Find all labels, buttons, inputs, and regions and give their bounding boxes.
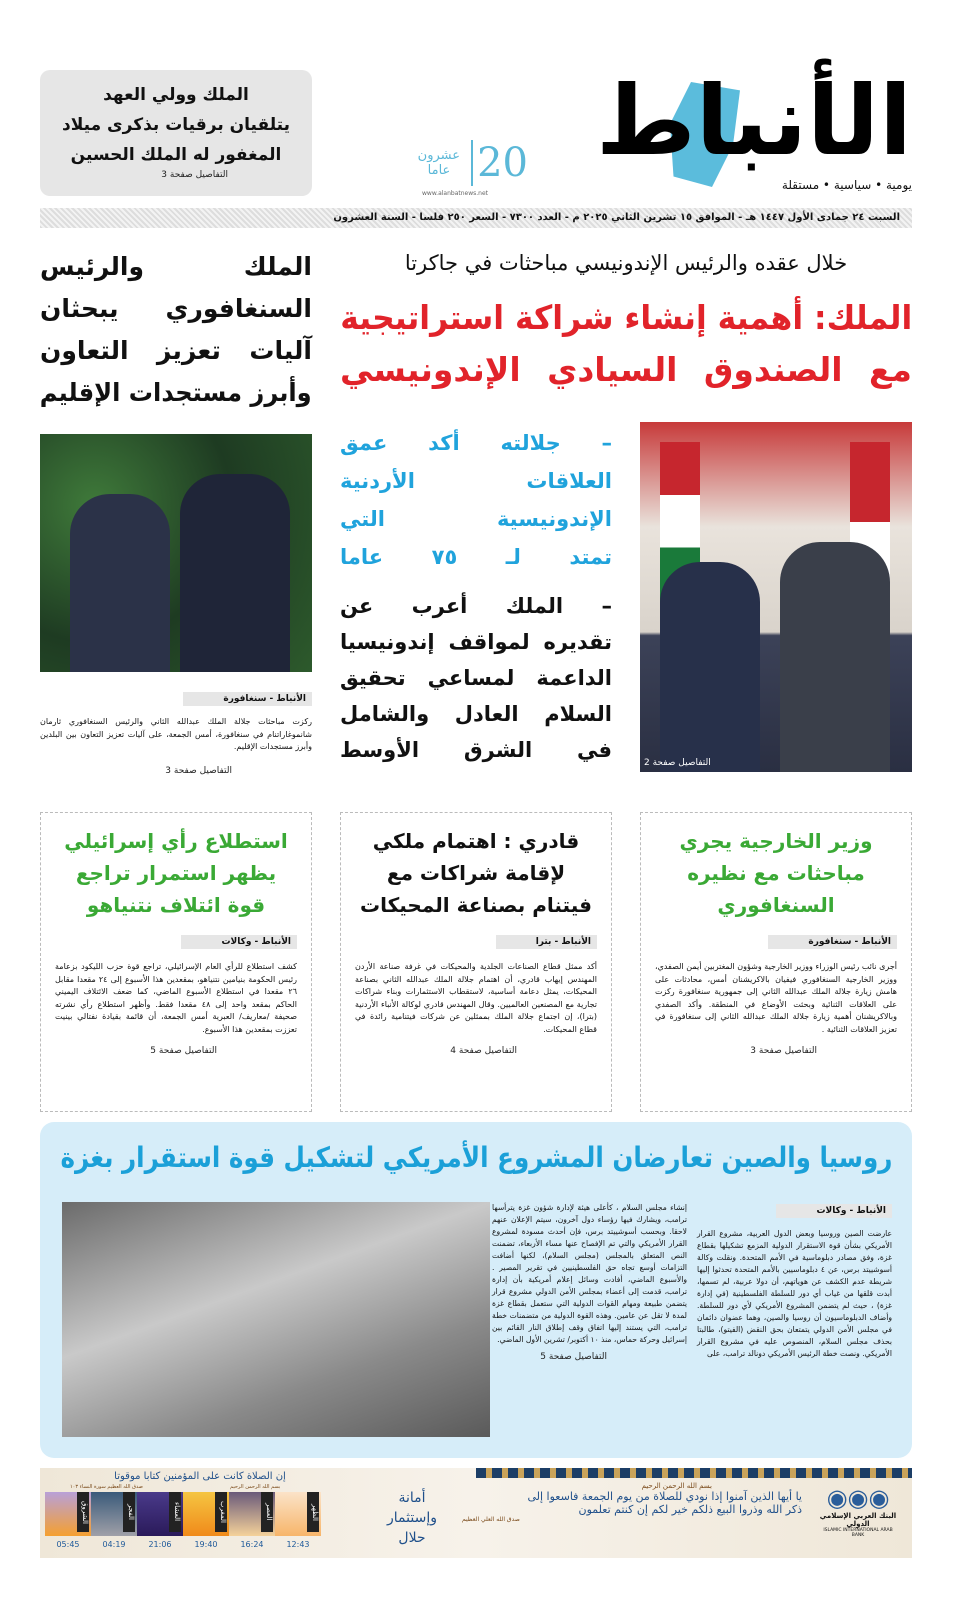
details-link[interactable]: التفاصيل صفحة 5 (540, 1352, 607, 1362)
basmala: بسم الله الرحمن الرحيم (641, 1482, 712, 1490)
prayer-name: العصر (261, 1492, 273, 1532)
details-link[interactable]: التفاصيل صفحة 5 (150, 1046, 217, 1056)
bank-name: البنك العربي الإسلامي الدولي (819, 1512, 897, 1528)
prayer-maghrib (183, 1492, 229, 1536)
prayer-name: المغرب (215, 1492, 227, 1532)
lead-photo (640, 422, 912, 772)
bullet-line: العلاقات الأردنية (340, 469, 612, 493)
story-box[interactable] (640, 812, 912, 1112)
prayer-basmala: بسم الله الرحمن الرحيم (230, 1484, 281, 1490)
headline-line: الملك والرئيس (40, 252, 312, 281)
verse-line: ذكر الله وذروا البيع ذلكم خير لكم إن كنتم تعلمون (578, 1503, 802, 1516)
gaza-photo (62, 1202, 490, 1437)
bullet-line: الداعمة لمساعي تحقيق (340, 666, 612, 690)
story-box[interactable] (40, 812, 312, 1112)
verse (462, 1482, 802, 1523)
top-teaser[interactable] (40, 70, 312, 196)
article-body: ركزت مباحثات جلالة الملك عبدالله الثاني والرئيس السنغافوري ثارمان شانموغاراتنام في سنغافورة، أمس الجمعة، على آليات تعزيز التعاون بين البلدين وأبرز مستجدات الإقليم. (40, 717, 312, 751)
person (660, 562, 760, 772)
anniversary-text: عشرون عاما (417, 148, 460, 178)
person (180, 474, 290, 672)
bullet-line: – جلالته أكد عمق (340, 431, 612, 455)
prayer-time: 05:45 (56, 1540, 80, 1549)
prayer-name: الشروق (77, 1492, 89, 1532)
lead-bullet-2 (340, 588, 612, 768)
verse-end: صدق الله العلي العظيم (462, 1516, 520, 1523)
gaza-col-1 (697, 1198, 892, 1360)
headline-line: وأبرز مستجدات الإقليم (40, 378, 312, 407)
gaza-headline-text: روسيا والصين تعارضان المشروع الأمريكي لتشكيل قوة استقرار بغزة (60, 1141, 892, 1174)
prayer-verse: إن الصلاة كانت على المؤمنين كتابا موقوتا (114, 1471, 286, 1482)
singapore-text (40, 686, 312, 776)
bullet-line: الإندونيسية التي (340, 507, 612, 531)
bullet-line: السلام العادل والشامل (340, 702, 612, 726)
details-link[interactable]: التفاصيل صفحة 2 (644, 758, 711, 768)
kicker-text: خلال عقده والرئيس الإندونيسي مباحثات في جاكرتا (404, 251, 848, 275)
details-link[interactable]: التفاصيل صفحة 4 (450, 1046, 517, 1056)
gaza-story[interactable] (40, 1122, 912, 1458)
source-tag: الأنباط - وكالات (181, 935, 297, 949)
person (70, 494, 170, 672)
source-tag: الأنباط - وكالات (776, 1204, 892, 1218)
bank-logo (818, 1484, 898, 1538)
date-bar: السبت ٢٤ جمادى الأول ١٤٤٧ هـ - الموافق ١٥ تشرين الثاني ٢٠٢٥ م - العدد ٧٣٠٠ - السعر ٢٥٠ فلسا - السنة العشرون (40, 208, 912, 228)
logo-text: الأنباط (596, 65, 912, 177)
bullet-line: تقديره لمواقف إندونيسيا (340, 630, 612, 654)
article-body: أجرى نائب رئيس الوزراء ووزير الخارجية وشؤون المغتربين أيمن الصفدي، ووزير الخارجية السنغافوري فيفيان بالاكريشنان أمس، محادثات على هامش زيارة جلالة الملك عبدالله الثاني إلى جمهورية سنغافورة ركزت على العلاقات الثنائية وبحثت الأوضاع في المنطقة. وأكد الصفدي وبالاكريشنان أهمية زيارة جلالة الملك عبدالله الثاني إلى سنغافورة في تعزيز العلاقات الثنائية . (655, 962, 897, 1034)
details-link[interactable]: التفاصيل صفحة 3 (165, 765, 232, 776)
singapore-headline[interactable] (40, 246, 312, 414)
details-link[interactable]: التفاصيل صفحة 3 (161, 170, 228, 180)
prayer-time: 21:06 (148, 1540, 172, 1549)
ornament (476, 1468, 912, 1478)
website: www.alanbatnews.net (422, 190, 489, 197)
tagline: يومية • سياسية • مستقلة (781, 178, 912, 192)
article-body: إنشاء مجلس السلام ، كأعلى هيئة لإدارة شؤون غزة يترأسها ترامب، ويشارك فيها رؤساء دول آخرون، سيتم الإعلان عنهم لاحقا. وبحسب أسوشييتد برس، فإن أحدث مسودة لمشروع القرار الأمريكي والتي تم الإفصاح عنها مساء الأربعاء، تضمنت النص المتعلق بالمجلس (مجلس السلام)، لكنها أضافت التزامات أوسع تجاه حق الفلسطينيين في تقرير المصير . والأسبوع الماضي، أفادت وسائل إعلام أمريكية بأن إدارة ترامب، قدمت إلى أعضاء بمجلس الأمن الدولي مشروع قرار يتضمن طبيعة ومهام القوات الدولية التي ستعمل بقطاع غزة لمدة لا تقل عن عامين. وهذه القوة الدولية من متضمنات خطة ترامب، التي يستند إليها اتفاق وقف إطلاق النار القائم بين إسرائيل وحركة حماس، منذ ١٠ أكتوبر/ تشرين الأول الماضي. (492, 1203, 687, 1344)
bank-emblem-icon: ◉◉◉ (826, 1484, 890, 1512)
source-tag: الأنباط - بترا (496, 935, 597, 949)
bullet-line: في الشرق الأوسط (340, 738, 612, 762)
box-headline: وزير الخارجية يجري مباحثات مع نظيره السنغافوري (679, 829, 873, 917)
ad-slogan: أمانة وإستثمار حلال (387, 1490, 437, 1546)
prayer-name: الظهر (307, 1492, 319, 1532)
anniversary-badge (418, 140, 528, 202)
bank-name-en: ISLAMIC INTERNATIONAL ARAB BANK (823, 1528, 893, 1538)
box-headline: استطلاع رأي إسرائيلي يظهر استمرار تراجع قوة ائتلاف نتنياهو (64, 829, 288, 917)
prayer-isha (137, 1492, 183, 1536)
bullet-line: تمتد لـ ٧٥ عاما (340, 545, 612, 569)
teaser-line: يتلقيان برقيات بذكرى ميلاد (62, 115, 290, 135)
bullet-line: – الملك أعرب عن (340, 594, 612, 618)
prayer-time: 12:43 (286, 1540, 310, 1549)
prayer-name: الفجر (123, 1492, 135, 1532)
singapore-photo (40, 434, 312, 672)
prayer-dhuhr (275, 1492, 321, 1536)
verse-line: يا أيها الذين آمنوا إذا نودي للصلاة من يوم الجمعة فاسعوا إلى (527, 1490, 802, 1503)
lead-bullet-1 (340, 424, 612, 576)
article-body: عارضت الصين وروسيا وبعض الدول العربية، مشروع القرار الأمريكي بشأن قوة الاستقرار الدولية المزمع تشكيلها بقطاع غزة، وفق مصادر دبلوماسية في الأمم المتحدة. ونقلت وكالة أسوشييتد برس، عن ٤ دبلوماسيين بالأمم المتحدة تحدثوا إليها شريطة عدم الكشف عن هوياتهم، أن دولا عربية، لم تسمها، أبدت قلقها من غياب أي دور للسلطة الفلسطينية (في إدارة غزة) ، حيث لم يتضمن المشروع الأمريكي لأي دور للسلطة. وأضاف الدبلوماسيون أن روسيا والصين، وهما عضوان دائمان في مجلس الأمن الدولي يتمتعان بحق النقض (الفيتو)، طالبتا بحذف مجلس السلام، المنصوص عليه في مشروع القرار الأمريكي. ونصت خطة الرئيس الأمريكي دونالد ترامب، على (697, 1229, 893, 1358)
lead-kicker (340, 248, 912, 278)
headline-line: مع الصندوق السيادي الإندونيسي (340, 350, 912, 389)
prayer-fajr (91, 1492, 137, 1536)
teaser-line: المغفور له الملك الحسين (70, 145, 282, 165)
teaser-line: الملك وولي العهد (103, 85, 249, 105)
source-tag: الأنباط - سنغافورة (768, 935, 897, 949)
headline-line: آليات تعزيز التعاون (40, 336, 312, 365)
article-body: أكد ممثل قطاع الصناعات الجلدية والمحيكات في غرفة صناعة الأردن المهندس إيهاب قادري، أن اهتمام جلالة الملك عبدالله الثاني بصناعة المحيكات، يمثل دعامة أساسية، لاستقطاب الاستثمارات وبناء شراكات تجارية مع المصنعين العالميين. وقال المهندس قادري لوكالة الأنباء الأردنية (بترا)، إن اجتماع جلالة الملك بممثلين عن شركات فيتنامية رائدة في قطاع المحيكات. (355, 962, 597, 1034)
bank-advertisement[interactable] (40, 1468, 912, 1558)
anniversary-number: 20 (471, 140, 528, 186)
masthead-logo (550, 62, 912, 192)
gaza-col-2 (492, 1202, 687, 1362)
details-link[interactable]: التفاصيل صفحة 3 (750, 1046, 817, 1056)
article-body: كشف استطلاع للرأي العام الإسرائيلي، تراجع قوة حزب الليكود بزعامة رئيس الحكومة بنيامين نتنياهو، بمقعدين هذا الأسبوع إلى ٢٤ مقعدا مقابل ٢٦ مقعدا في استطلاع الأسبوع الماضي، كما ضعف الائتلاف اليميني الحاكم بمقعد واحد إلى ٤٨ مقعدا فقط. وأظهر استطلاع رأي نشرته صحيفة /معاريف/ العبرية أمس الجمعة، أن قائمة بقيادة نفتالي بينيت تعززت بمقعدين هذا الأسبوع. (55, 962, 297, 1034)
box-headline: قادري : اهتمام ملكي لإقامة شراكات مع فيتنام بصناعة المحيكات (360, 829, 592, 917)
prayer-asr (229, 1492, 275, 1536)
source-tag: الأنباط - سنغافورة (183, 692, 312, 706)
person (780, 542, 890, 772)
headline-line: السنغافوري يبحثان (40, 294, 312, 323)
lead-headline[interactable] (340, 292, 912, 396)
prayer-time: 19:40 (194, 1540, 218, 1549)
prayer-time: 16:24 (240, 1540, 264, 1549)
headline-line: الملك: أهمية إنشاء شراكة استراتيجية (340, 298, 912, 337)
prayer-ref: صدق الله العظيم سورة النساء ١٠٣ (70, 1484, 143, 1490)
gaza-headline (60, 1138, 892, 1178)
prayer-time: 04:19 (102, 1540, 126, 1549)
prayer-name: العشاء (169, 1492, 181, 1532)
prayer-sunrise (45, 1492, 91, 1536)
story-box[interactable] (340, 812, 612, 1112)
